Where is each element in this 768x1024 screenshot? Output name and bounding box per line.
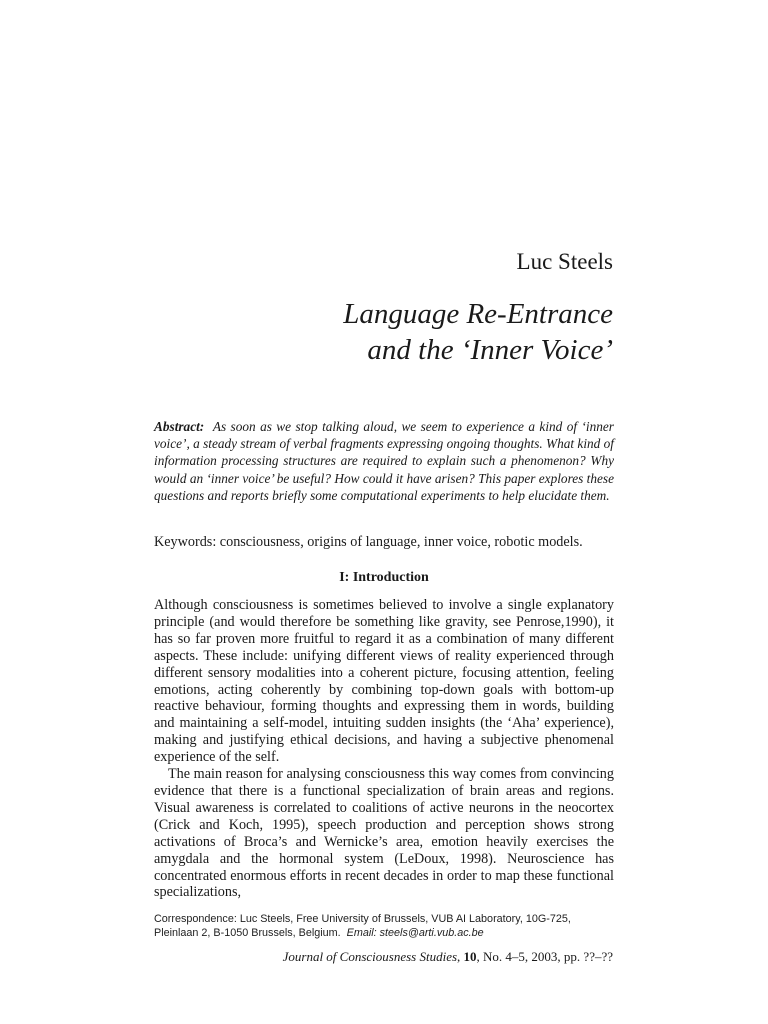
journal-volume: 10 (463, 949, 477, 964)
keywords: Keywords: consciousness, origins of language, inner voice, robotic models. (154, 534, 583, 550)
abstract (154, 418, 614, 504)
abstract-text: As soon as we stop talking aloud, we seem to experience a kind of ‘inner voice’, a steady stream of verbal fragments expressing ongoing thoughts. What kind of information processing structures are required to explain such a phenomenon? Why would an ‘inner voice’ be useful? How could it have arisen? This paper explores these questions and reports briefly some computational experiments to help elucidate them. (154, 419, 614, 503)
correspondence-footnote (154, 912, 614, 940)
paragraph: The main reason for analysing consciousness this way comes from convincing evidence that there is a functional specialization of brain areas and regions. Visual awareness is correlated to coalitions of active neurons in the neocortex (Crick and Koch, 1995), speech production and perception shows strong activations of Broca’s and Wernicke’s area, emotion heavily exercises the amygdala and the hormonal system (LeDoux, 1998). Neuroscience has concentrated enormous efforts in recent decades in order to map these functional specializations, (154, 766, 614, 901)
journal-citation (283, 949, 613, 965)
journal-separator: , (457, 949, 464, 964)
footnote-line-1: Correspondence: Luc Steels, Free University of Brussels, VUB AI Laboratory, 10G-725, (154, 913, 571, 925)
paragraph: Although consciousness is sometimes believed to involve a single explanatory principle (and would therefore be something like gravity, see Penrose,1990), it has so far proven more fruitful to regard it as a combination of many different aspects. These include: unifying different views of reality experienced through different sensory modalities into a coherent picture, focusing attention, feeling emotions, acting coherently by combining top-down goals with bottom-up reactive behaviour, forming thoughts and expressing them in words, building and maintaining a self-model, intuiting sudden insights (the ‘Aha’ experience), making and justifying ethical decisions, and having a subjective phenomenal experience of the self. (154, 597, 614, 766)
footnote-line-2: Pleinlaan 2, B-1050 Brussels, Belgium. (154, 927, 341, 939)
section-heading: I: Introduction (339, 570, 429, 585)
journal-issue-pages: , No. 4–5, 2003, pp. ??–?? (476, 949, 613, 964)
title-line-2: and the ‘Inner Voice’ (367, 334, 613, 366)
body-text (154, 597, 614, 901)
title-line-1: Language Re-Entrance (343, 298, 613, 330)
journal-name: Journal of Consciousness Studies (282, 949, 458, 964)
footnote-email: Email: steels@arti.vub.ac.be (346, 927, 484, 939)
author-name: Luc Steels (516, 249, 613, 274)
paper-title (193, 296, 613, 368)
abstract-label: Abstract: (154, 419, 205, 434)
